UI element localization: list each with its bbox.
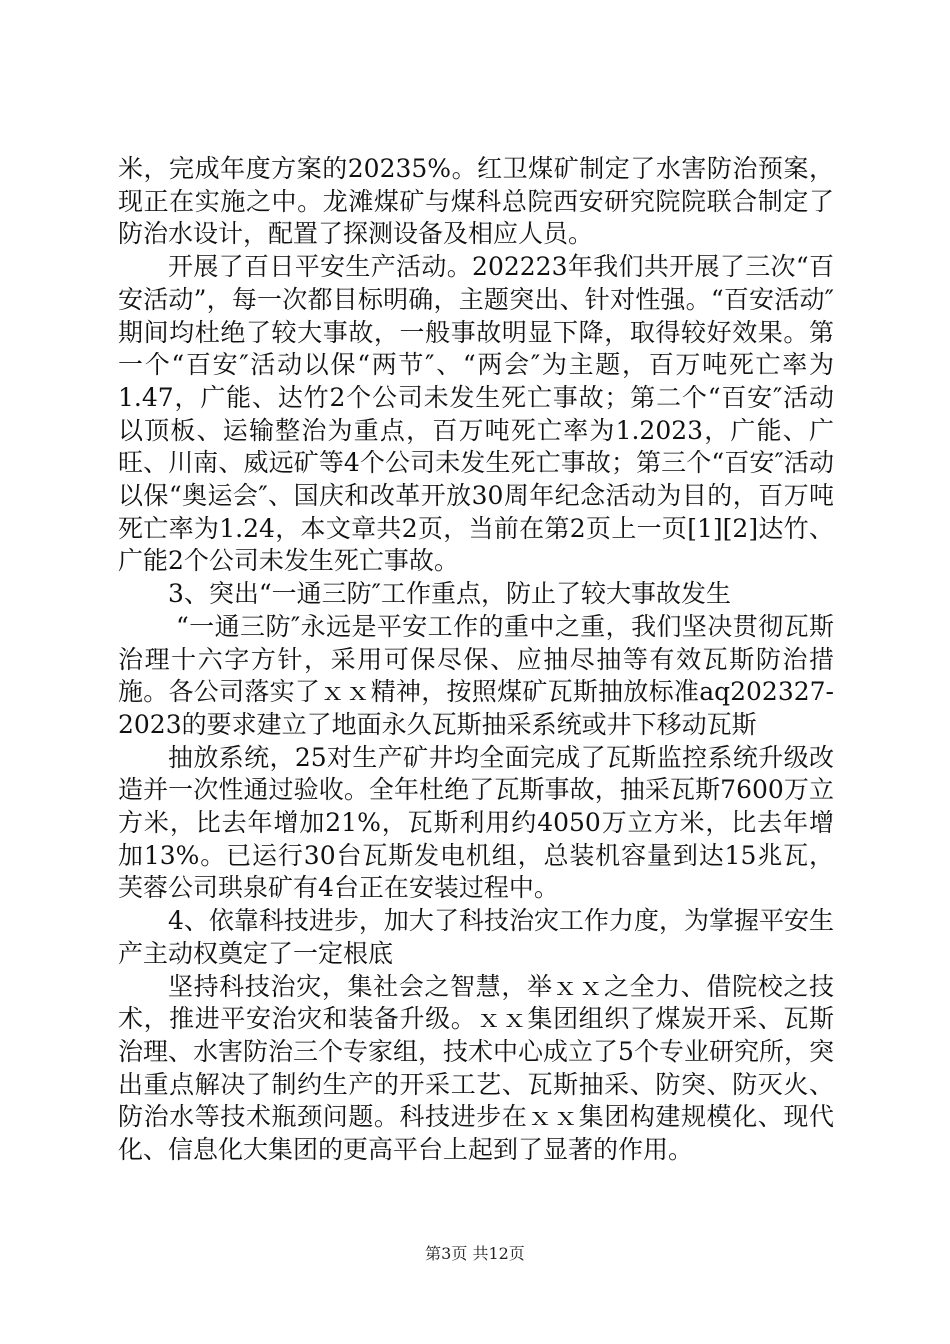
paragraph-ventilation: “一通三防″永远是平安工作的重中之重，我们坚决贯彻瓦斯治理十六字方针，采用可保尽保、应抽尽抽等有效瓦斯防治措施。各公司落实了ｘｘ精神，按照煤矿瓦斯抽放标准aq202327-2023的要求建立了地面永久瓦斯抽采系统或井下移动瓦斯 xyxy=(118,611,834,739)
paragraph-gas-drainage: 抽放系统，25对生产矿井均全面完成了瓦斯监控系统升级改造并一次性通过验收。全年杜绝了瓦斯事故，抽采瓦斯7600万立方米，比去年增加21%，瓦斯利用约4050万立方米，比去年增加13%。已运行30台瓦斯发电机组，总装机容量到达15兆瓦，芙蓉公司珙泉矿有4台正在安装过程中。 xyxy=(118,742,834,903)
section-heading-4: 4、依靠科技进步，加大了科技治灾工作力度，为掌握平安生产主动权奠定了一定根底 xyxy=(118,906,834,968)
paragraph-continuation: 米，完成年度方案的20235%。红卫煤矿制定了水害防治预案，现正在实施之中。龙滩煤矿与煤科总院西安研究院院联合制定了防治水设计，配置了探测设备及相应人员。 xyxy=(118,154,834,249)
document-body xyxy=(118,153,834,1167)
section-heading-3: 3、突出“一通三防″工作重点，防止了较大事故发生 xyxy=(168,579,732,609)
paragraph-hundred-days-activity: 开展了百日平安生产活动。202223年我们共开展了三次“百安活动”，每一次都目标明确，主题突出、针对性强。“百安活动″期间均杜绝了较大事故，一般事故明显下降，取得较好效果。第一个“百安″活动以保“两节″、“两会″为主题，百万吨死亡率为1.47，广能、达竹2个公司未发生死亡事故；第二个“百安″活动以顶板、运输整治为重点，百万吨死亡率为1.2023，广能、广旺、川南、威远矿等4个公司未发生死亡事故；第三个“百安″活动以保“奥运会″、国庆和改革开放30周年纪念活动为目的，百万吨死亡率为1.24，本文章共2页，当前在第2页上一页[1][2]达竹、广能2个公司未发生死亡事故。 xyxy=(118,252,834,576)
paragraph-technology: 坚持科技治灾，集社会之智慧，举ｘｘ之全力、借院校之技术，推进平安治灾和装备升级。ｘｘ集团组织了煤炭开采、瓦斯治理、水害防治三个专家组，技术中心成立了5个专业研究所，突出重点解决了制约生产的开采工艺、瓦斯抽采、防突、防灭火、防治水等技术瓶颈问题。科技进步在ｘｘ集团构建规模化、现代化、信息化大集团的更高平台上起到了显著的作用。 xyxy=(118,971,834,1165)
page-number-footer: 第3页 共12页 xyxy=(425,1244,525,1263)
